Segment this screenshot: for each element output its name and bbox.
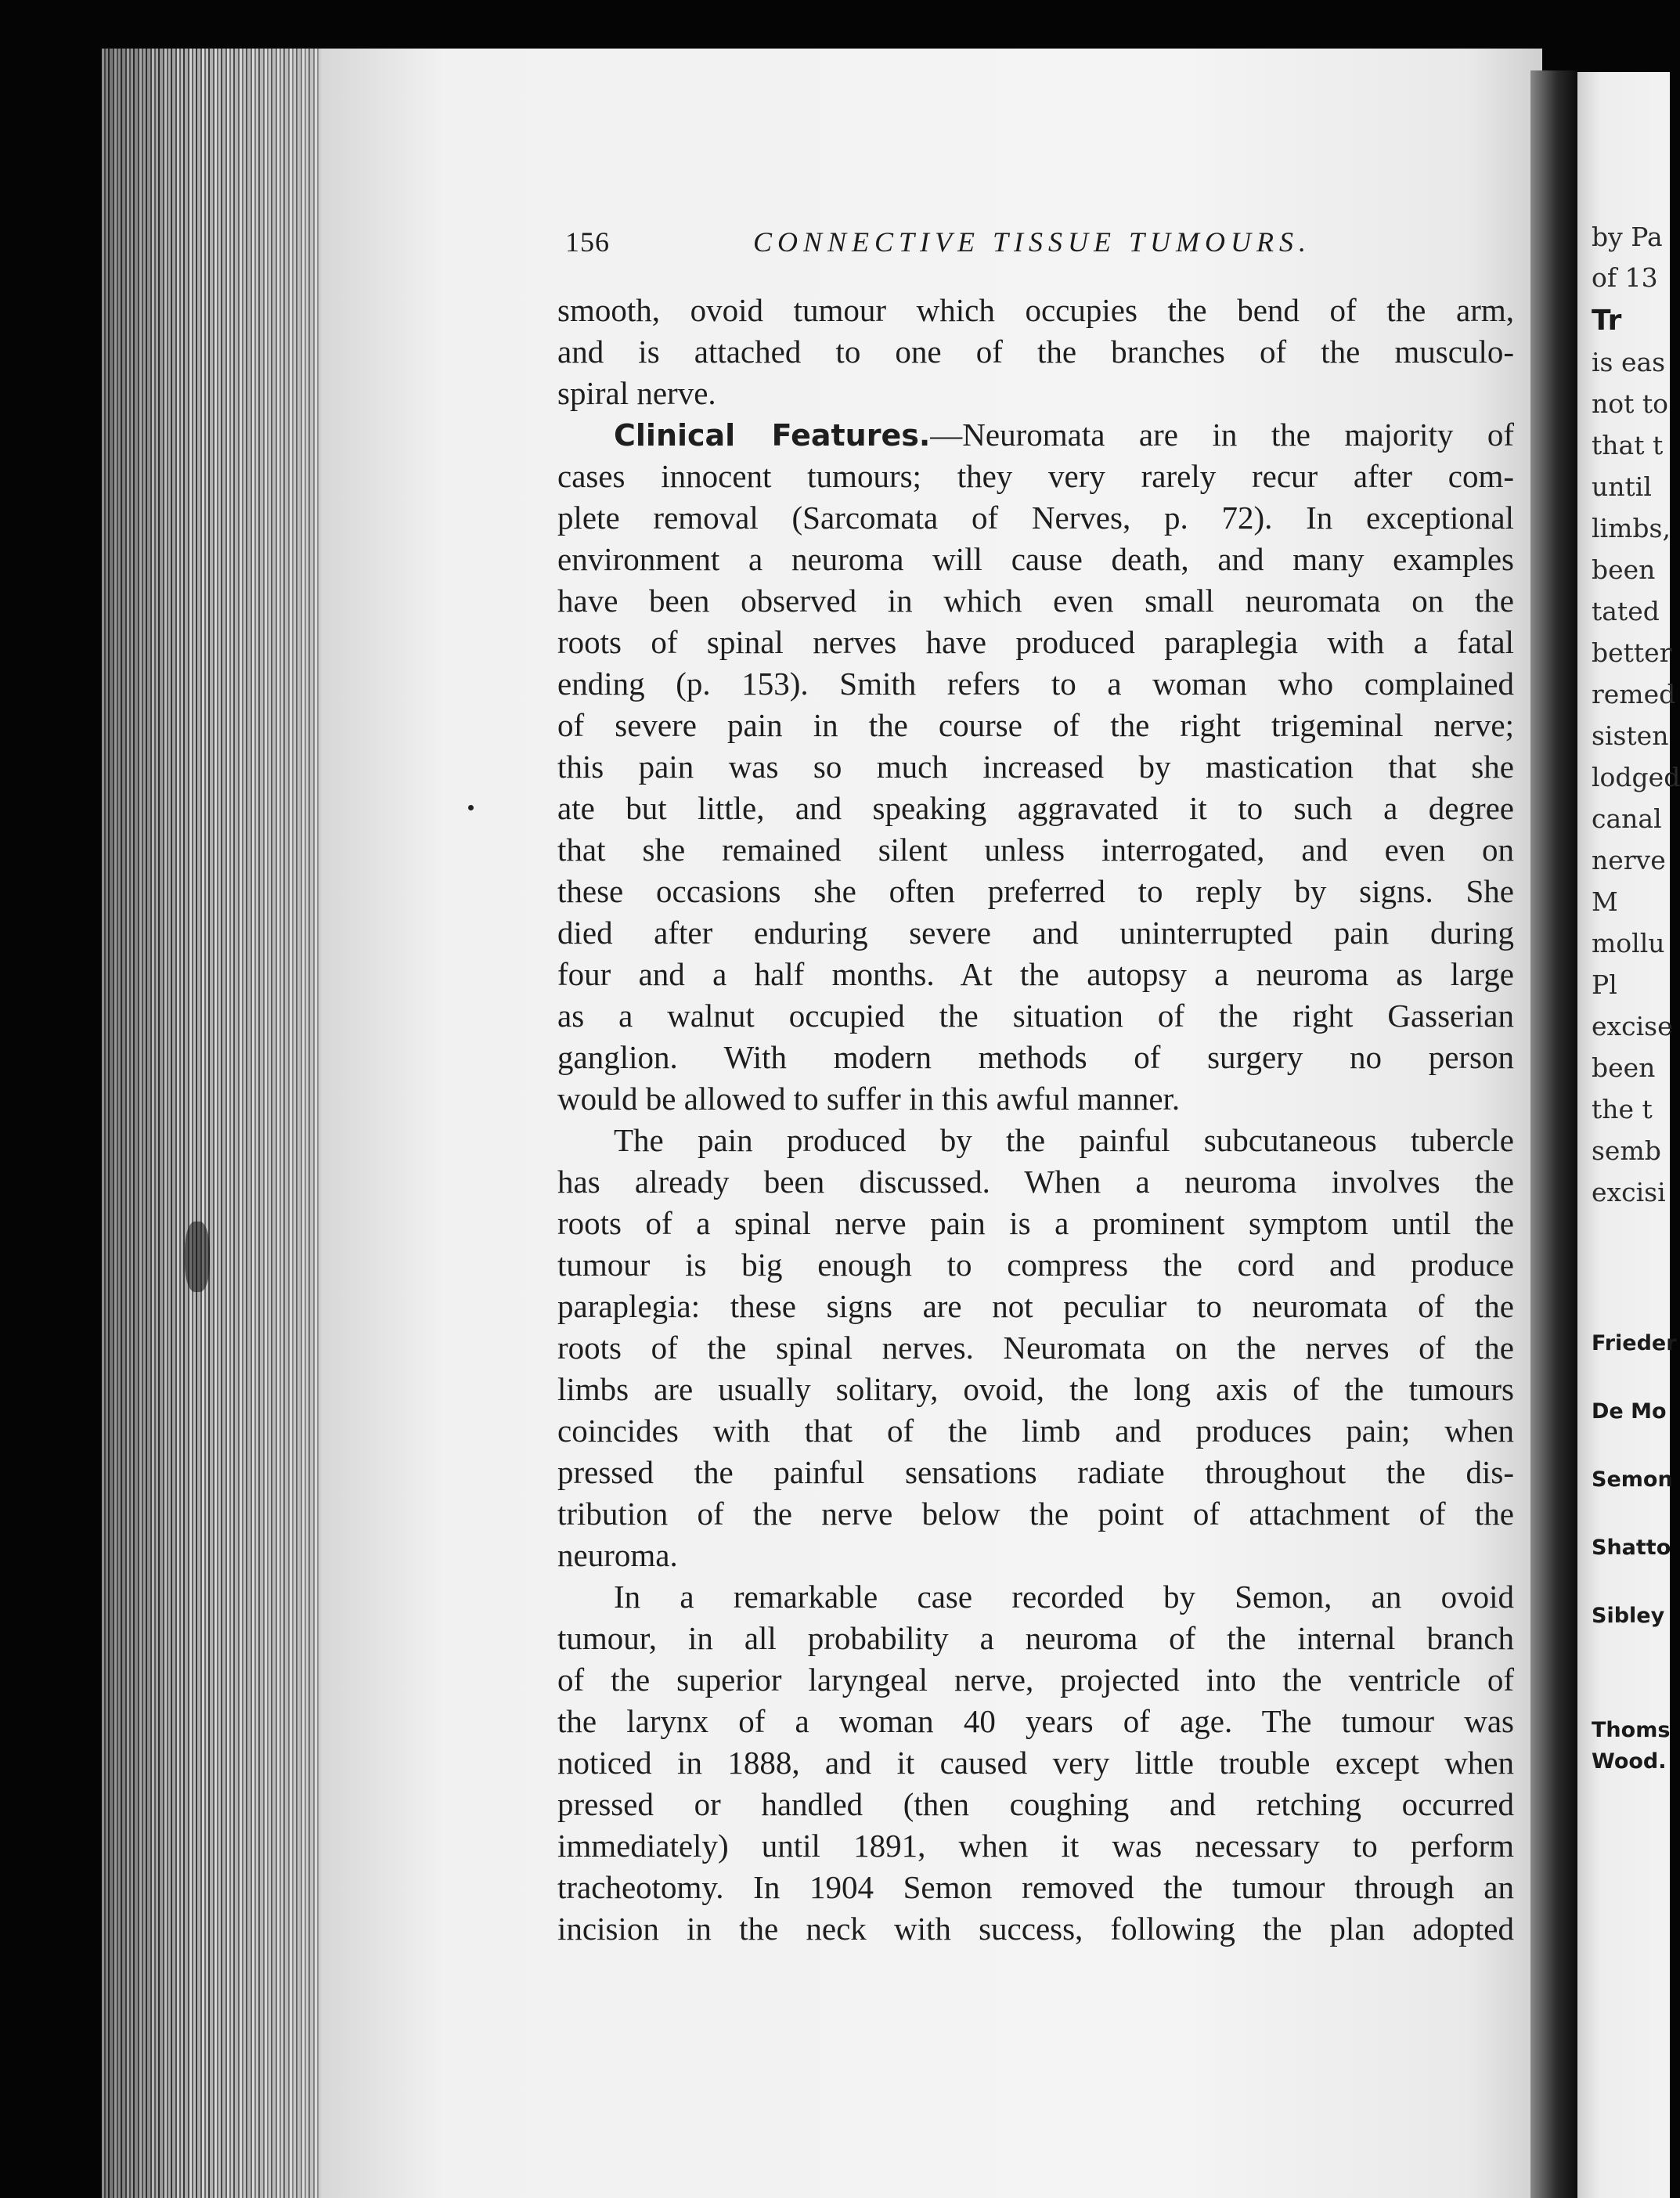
- text-line: [557, 1701, 1514, 1742]
- line-text: cases innocent tumours; they very rarely recur after com-: [557, 458, 1514, 494]
- line-text: roots of a spinal nerve pain is a prominent symptom until the: [557, 1205, 1514, 1241]
- right-page-line: limbs,: [1592, 513, 1671, 543]
- text-line: [557, 1908, 1514, 1950]
- text-line: [557, 1659, 1514, 1701]
- right-page-line: been: [1592, 554, 1656, 585]
- right-page-line: Pl: [1592, 969, 1617, 1000]
- text-line: [557, 1369, 1514, 1410]
- text-line: [557, 456, 1514, 497]
- section-heading: Clinical Features.: [614, 418, 931, 453]
- body-text: [557, 290, 1514, 1950]
- text-line: [557, 1825, 1514, 1867]
- line-text: four and a half months. At the autopsy a neuroma as large: [557, 956, 1514, 992]
- text-line: [557, 829, 1514, 871]
- text-line: [557, 290, 1514, 331]
- text-line: [557, 1493, 1514, 1535]
- line-text: tracheotomy. In 1904 Semon removed the tumour through an: [557, 1869, 1514, 1905]
- right-page-line: tated: [1592, 596, 1660, 626]
- reference-name: Semon: [1592, 1467, 1673, 1492]
- page-edges: [102, 49, 329, 2198]
- text-line: [557, 788, 1514, 829]
- scan-smudge: [185, 1222, 210, 1292]
- line-text: pressed or handled (then coughing and retching occurred: [557, 1786, 1514, 1822]
- text-line: [557, 1244, 1514, 1286]
- right-page-line: sisten: [1592, 720, 1669, 751]
- line-text: environment a neuroma will cause death, and many examples: [557, 541, 1514, 577]
- line-text: smooth, ovoid tumour which occupies the bend of the arm,: [557, 292, 1514, 328]
- text-line: [557, 1576, 1514, 1618]
- text-line: [557, 1867, 1514, 1908]
- line-text: immediately) until 1891, when it was necessary to perform: [557, 1828, 1514, 1864]
- right-page-line: of 13: [1592, 262, 1658, 293]
- right-page-line: M: [1592, 886, 1618, 917]
- line-text: that she remained silent unless interrogated, and even on: [557, 832, 1514, 868]
- line-text: would be allowed to suffer in this awful manner.: [557, 1081, 1181, 1117]
- right-page-line: semb: [1592, 1135, 1661, 1166]
- reference-name: De Mo: [1592, 1399, 1667, 1424]
- right-page-line: by Pa: [1592, 222, 1663, 252]
- text-line: [557, 1742, 1514, 1784]
- text-line: [557, 995, 1514, 1037]
- line-text: ending (p. 153). Smith refers to a woman who complained: [557, 666, 1514, 702]
- text-line: [557, 1410, 1514, 1452]
- text-line: [557, 1784, 1514, 1825]
- line-text: died after enduring severe and uninterrupted pain during: [557, 915, 1514, 951]
- reference-name: Sibley: [1592, 1604, 1665, 1628]
- line-text: coincides with that of the limb and produces pain; when: [557, 1413, 1514, 1449]
- line-text: as a walnut occupied the situation of the right Gasserian: [557, 998, 1514, 1034]
- right-page-line: nerve: [1592, 845, 1666, 875]
- right-page-line: that t: [1592, 430, 1664, 460]
- text-line: [557, 1618, 1514, 1659]
- text-line: [557, 622, 1514, 663]
- line-text: of severe pain in the course of the right trigeminal nerve;: [557, 707, 1514, 743]
- reference-name: Frieder: [1592, 1331, 1677, 1355]
- text-line: [557, 1327, 1514, 1369]
- text-line: [557, 580, 1514, 622]
- line-text: In a remarkable case recorded by Semon, an ovoid: [614, 1579, 1514, 1615]
- margin-dot: [468, 805, 474, 810]
- text-line: [557, 414, 1514, 456]
- gutter-shadow: [1530, 70, 1579, 2198]
- text-line: [557, 1120, 1514, 1161]
- right-page-line: is eas: [1592, 347, 1666, 377]
- line-text: The pain produced by the painful subcutaneous tubercle: [614, 1122, 1514, 1158]
- line-text: have been observed in which even small neuromata on the: [557, 583, 1514, 619]
- line-text: roots of the spinal nerves. Neuromata on the nerves of the: [557, 1330, 1514, 1366]
- line-text: ganglion. With modern methods of surgery no person: [557, 1039, 1514, 1075]
- line-text: of the superior laryngeal nerve, projected into the ventricle of: [557, 1662, 1514, 1698]
- text-line: [557, 373, 1514, 414]
- line-text: has already been discussed. When a neuroma involves the: [557, 1164, 1514, 1200]
- right-page-line: excise: [1592, 1011, 1673, 1041]
- right-page-line: canal: [1592, 803, 1662, 834]
- right-page-line: excisi: [1592, 1177, 1666, 1207]
- running-title: CONNECTIVE TISSUE TUMOURS.: [753, 226, 1312, 258]
- right-page-line: mollu: [1592, 928, 1665, 958]
- text-line: [557, 871, 1514, 912]
- line-text: ate but little, and speaking aggravated it to such a degree: [557, 790, 1514, 826]
- line-text: tumour is big enough to compress the cord and produce: [557, 1247, 1514, 1283]
- line-text: the larynx of a woman 40 years of age. The tumour was: [557, 1703, 1514, 1739]
- text-line: [557, 1078, 1514, 1120]
- text-line: [557, 663, 1514, 705]
- line-text: roots of spinal nerves have produced paraplegia with a fatal: [557, 624, 1514, 660]
- text-line: [557, 1452, 1514, 1493]
- line-text: paraplegia: these signs are not peculiar to neuromata of the: [557, 1288, 1514, 1324]
- line-text: —Neuromata are in the majority of: [930, 417, 1514, 453]
- text-line: [557, 1203, 1514, 1244]
- line-text: tribution of the nerve below the point of attachment of the: [557, 1496, 1514, 1532]
- running-head: [565, 226, 1348, 257]
- reference-name: Wood.: [1592, 1749, 1667, 1774]
- reference-name: Thoms: [1592, 1718, 1671, 1742]
- text-line: [557, 912, 1514, 954]
- line-text: these occasions she often preferred to reply by signs. She: [557, 873, 1514, 909]
- right-page-line: remed: [1592, 679, 1676, 709]
- reference-name: Shatto: [1592, 1536, 1671, 1560]
- page-number: 156: [565, 226, 610, 258]
- line-text: incision in the neck with success, following the plan adopted: [557, 1911, 1514, 1947]
- right-page: [1577, 72, 1680, 2198]
- text-line: [557, 539, 1514, 580]
- text-line: [557, 746, 1514, 788]
- line-text: tumour, in all probability a neuroma of the internal branch: [557, 1620, 1514, 1656]
- text-line: [557, 497, 1514, 539]
- right-page-line: until: [1592, 471, 1652, 502]
- line-text: pressed the painful sensations radiate throughout the dis-: [557, 1454, 1514, 1490]
- right-page-line: better: [1592, 637, 1672, 668]
- line-text: noticed in 1888, and it caused very little trouble except when: [557, 1745, 1514, 1781]
- line-text: this pain was so much increased by mastication that she: [557, 749, 1514, 785]
- text-line: [557, 705, 1514, 746]
- text-line: [557, 1286, 1514, 1327]
- right-page-line: the t: [1592, 1094, 1653, 1124]
- right-page-line: been: [1592, 1052, 1656, 1083]
- right-page-line: not to: [1592, 388, 1669, 419]
- text-line: [557, 1161, 1514, 1203]
- text-line: [557, 331, 1514, 373]
- right-page-line: lodged: [1592, 762, 1680, 792]
- line-text: and is attached to one of the branches of the musculo-: [557, 334, 1514, 370]
- text-line: [557, 1535, 1514, 1576]
- line-text: neuroma.: [557, 1537, 678, 1573]
- right-page-line: Tr: [1592, 305, 1622, 337]
- line-text: plete removal (Sarcomata of Nerves, p. 72). In exceptional: [557, 500, 1514, 536]
- line-text: limbs are usually solitary, ovoid, the long axis of the tumours: [557, 1371, 1514, 1407]
- text-line: [557, 1037, 1514, 1078]
- text-line: [557, 954, 1514, 995]
- line-text: spiral nerve.: [557, 375, 716, 411]
